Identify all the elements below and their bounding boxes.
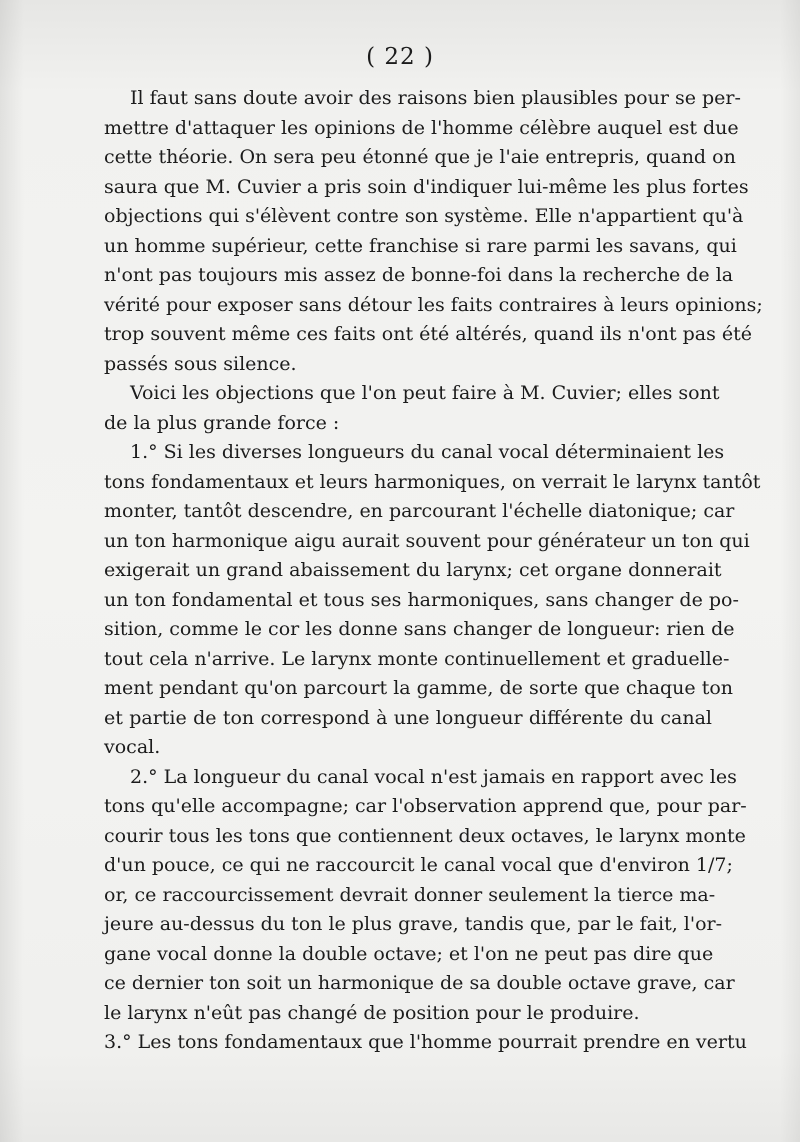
text-line: Il faut sans doute avoir des raisons bien plausibles pour se per-: [130, 87, 741, 109]
text-line: passés sous silence.: [104, 352, 297, 375]
text-line: vérité pour exposer sans détour les faits contraires à leurs opinions;: [104, 293, 763, 316]
text-line: or, ce raccourcissement devrait donner seulement la tierce ma-: [104, 883, 716, 906]
text-line: Voici les objections que l'on peut faire à M. Cuvier; elles sont: [130, 382, 720, 404]
text-line: ce dernier ton soit un harmonique de sa double octave grave, car: [104, 972, 735, 994]
text-line: jeure au-dessus du ton le plus grave, tandis que, par le fait, l'or-: [104, 913, 723, 935]
page-shadow-left: [0, 0, 24, 1142]
text-line: 1.° Si les diverses longueurs du canal vocal déterminaient les: [130, 441, 725, 463]
text-line: de la plus grande force :: [104, 411, 340, 434]
text-line: un ton fondamental et tous ses harmoniques, sans changer de po-: [104, 588, 739, 611]
text-line: gane vocal donne la double octave; et l'on ne peut pas dire que: [104, 942, 714, 965]
text-line: exigerait un grand abaissement du larynx; cet organe donnerait: [104, 559, 722, 581]
text-line: sition, comme le cor les donne sans changer de longueur: rien de: [104, 618, 735, 640]
text-line: n'ont pas toujours mis assez de bonne-foi dans la recherche de la: [104, 264, 734, 286]
text-line: courir tous les tons que contiennent deux octaves, le larynx monte: [104, 824, 746, 847]
page-shadow-right: [780, 0, 800, 1142]
text-line: saura que M. Cuvier a pris soin d'indiquer lui-même les plus fortes: [104, 175, 749, 198]
text-line: monter, tantôt descendre, en parcourant l'échelle diatonique; car: [104, 500, 735, 522]
text-line: un homme supérieur, cette franchise si rare parmi les savans, qui: [104, 234, 737, 257]
text-line: 2.° La longueur du canal vocal n'est jamais en rapport avec les: [130, 765, 737, 788]
text-line: trop souvent même ces faits ont été altérés, quand ils n'ont pas été: [104, 323, 753, 345]
text-line: tons qu'elle accompagne; car l'observation apprend que, pour par-: [104, 795, 747, 817]
text-line: 3.° Les tons fondamentaux que l'homme pourrait prendre en vertu: [104, 1031, 747, 1053]
text-line: ment pendant qu'on parcourt la gamme, de sorte que chaque ton: [104, 677, 734, 699]
text-line: tons fondamentaux et leurs harmoniques, on verrait le larynx tantôt: [104, 470, 761, 493]
text-line: et partie de ton correspond à une longueur différente du canal: [104, 706, 712, 729]
body-text: [104, 84, 763, 1058]
text-line: un ton harmonique aigu aurait souvent pour générateur un ton qui: [104, 529, 750, 552]
text-line: objections qui s'élèvent contre son système. Elle n'appartient qu'à: [104, 205, 744, 227]
text-line: vocal.: [104, 736, 161, 758]
text-line: mettre d'attaquer les opinions de l'homme célèbre auquel est due: [104, 116, 739, 139]
text-line: cette théorie. On sera peu étonné que je l'aie entrepris, quand on: [104, 146, 736, 168]
text-line: d'un pouce, ce qui ne raccourcit le canal vocal que d'environ 1/7;: [104, 854, 733, 876]
text-line: tout cela n'arrive. Le larynx monte continuellement et graduelle-: [104, 647, 730, 670]
page-number: ( 22 ): [366, 44, 434, 70]
text-line: le larynx n'eût pas changé de position pour le produire.: [104, 1001, 640, 1024]
